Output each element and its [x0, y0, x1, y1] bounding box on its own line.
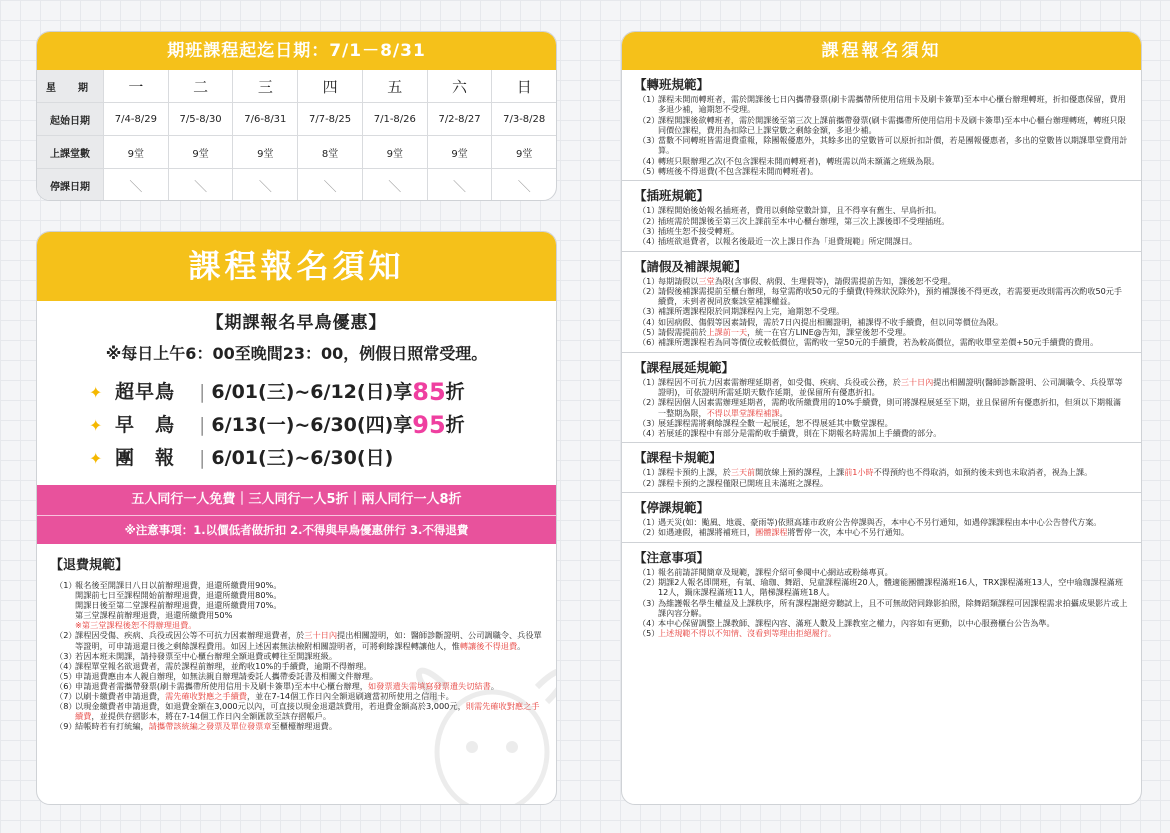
item-number: （1）: [55, 580, 77, 590]
item-number: （5）: [55, 670, 77, 681]
item-number: （1）: [638, 275, 660, 286]
list-item: [55, 651, 546, 661]
schedule-cell: 9堂: [233, 136, 298, 169]
rules-card: [621, 31, 1142, 805]
item-text: 若展延的課程中有部分是需酌收手續費，則在下期報名時需加上手續費的部分。: [658, 428, 942, 439]
promo-label: 早 鳥: [115, 414, 176, 436]
item-text: 課程開始後始報名插班者，費用以剩餘堂數計算，且不得享有舊生、早鳥折扣。: [658, 205, 942, 216]
item-number: （1）: [638, 94, 660, 104]
group-offers: [37, 485, 556, 516]
highlight-text: 前1小時: [844, 467, 874, 478]
list-item: [638, 135, 1129, 156]
item-number: （3）: [638, 135, 660, 146]
item-text: [658, 628, 1129, 638]
list-item: [638, 598, 1129, 619]
list-item: [55, 580, 546, 630]
section-items: [634, 467, 1129, 488]
schedule-cell: 9堂: [427, 136, 492, 169]
promo-dates: 6/01(三)~6/30(日): [211, 447, 394, 469]
notice-title: 課程報名須知: [37, 232, 556, 301]
highlight-text: 上課前一天: [706, 327, 748, 338]
rules-section: [622, 543, 1141, 643]
item-text: 申請退費者需攜帶發票(刷卡需攜帶所使用信用卡及刷卡簽單)至本中心櫃台辦理，如發票遺失需填寫發票遺失切結書。: [75, 680, 499, 691]
promo-label: 團 報: [115, 447, 176, 469]
caution-text: ※注意事項：1.以價低者做折扣 2.不得與早鳥優惠併行 3.不得退費: [124, 523, 469, 537]
item-text: 課程開課後欲轉班者，需於開課後至第三次上課前攜帶發票(刷卡需攜帶所使用信用卡及刷卡簽單)至本中心櫃台辦理轉班，轉班只限同價位課程，費用為扣除已上課堂數之剩餘金額，多退少補。: [658, 114, 1126, 135]
list-item: [638, 577, 1129, 598]
item-number: （9）: [55, 721, 77, 732]
item-line: 開課前七日至課程開始前辦理退費，退還所繳費用80%。: [75, 590, 282, 601]
item-number: （3）: [638, 225, 660, 236]
schedule-cell: 9堂: [168, 136, 233, 169]
item-number: （3）: [55, 650, 77, 661]
schedule-cell: ＼: [104, 169, 169, 202]
item-text: 補課所選課程限於同期課程內上完，逾期恕不受理。: [658, 306, 845, 317]
item-text: 課程因受傷、疾病、兵役或因公等不可抗力因素辦理退費者，於三十日內提出相關證明，如：醫師診斷證明、公司調職令、兵役單等證明，可申請退還日後之剩餘課程費用。如因上述因素無法檢附相關證明者，可將剩餘課程轉讓他人，惟轉讓後不得退費。: [75, 630, 542, 651]
item-text: 課程未開而轉班者，需於開課後七日內攜帶發票(刷卡需攜帶所使用信用卡及刷卡簽單)至本中心櫃台辦理轉班，折扣優惠保留，費用多退少補，逾期恕不受理。: [658, 94, 1126, 115]
schedule-row: [37, 169, 556, 202]
item-text: 如遇連假，補課將補班日，團體課程將暫停一次，本中心不另行通知。: [658, 527, 909, 538]
mascot-illustration: [397, 662, 557, 805]
item-number: （6）: [55, 680, 77, 691]
section-title: 【轉班規範】: [634, 77, 710, 92]
list-item: [638, 226, 1129, 236]
schedule-cell: 二: [168, 70, 233, 103]
star-icon: ✦: [89, 416, 103, 435]
item-text: 插班欲退費者，以報名後最近一次上課日作為「退費規範」所定開課日。: [658, 236, 918, 247]
item-number: （1）: [638, 467, 660, 478]
list-item: [638, 276, 1129, 286]
schedule-cell: 7/6-8/31: [233, 103, 298, 136]
schedule-cell: ＼: [233, 169, 298, 202]
section-items: [634, 276, 1129, 348]
item-number: （3）: [638, 306, 660, 317]
schedule-cell: 7/2-8/27: [427, 103, 492, 136]
group-offer: 五人同行一人免費: [131, 492, 236, 507]
item-number: （3）: [638, 597, 660, 608]
item-number: （8）: [55, 701, 77, 712]
item-text: 當數不同轉班皆需退費重報，除團報優惠外，其餘多出的堂數皆可以原折扣計價，若是團報優惠者，多出的堂數皆以期課單堂費用計算。: [658, 135, 1128, 156]
section-title: 【停課規範】: [634, 500, 710, 516]
section-title: 【請假及補課規範】: [634, 258, 747, 274]
list-item: [638, 166, 1129, 176]
group-offer: 三人同行一人5折: [248, 492, 349, 507]
item-text: 課程因不可抗力因素需辦理延期者，如受傷、疾病、兵役或公務，於三十日內提出相關證明(醫師診斷證明、公司調職令、兵役單等證明)，可依證明所需延期天數作延期，並保留所有優惠折扣。: [658, 376, 1123, 397]
item-text: 每期請假以三堂為限(含事假、病假、生理假等)，請假需提前告知，課後恕不受理。: [658, 275, 956, 286]
schedule-cell: 7/7-8/25: [298, 103, 363, 136]
item-number: （4）: [638, 236, 660, 247]
item-number: （7）: [55, 691, 77, 702]
item-number: （2）: [638, 285, 660, 296]
divider: ｜: [235, 492, 249, 507]
highlight-text: 三天前: [730, 467, 756, 478]
item-number: （5）: [638, 628, 660, 639]
schedule-cell: ＼: [427, 169, 492, 202]
section-items: [634, 567, 1129, 639]
list-item: [638, 205, 1129, 215]
section-items: [634, 517, 1129, 538]
promo-list: [89, 376, 556, 475]
item-number: （3）: [638, 417, 660, 428]
row-label: 起始日期: [37, 103, 104, 136]
highlight-text: 團體課程: [755, 527, 788, 538]
schedule-cell: 7/3-8/28: [492, 103, 556, 136]
highlight-text: 不得以單堂課程補課: [706, 407, 780, 418]
highlight-text: 三堂: [698, 275, 715, 286]
item-line: 第三堂課程前辦理退費，退還所繳費用50%: [75, 610, 233, 621]
star-icon: ✦: [89, 383, 103, 402]
promo-row: [89, 409, 556, 442]
promo-dates: 6/13(一)~6/30(四)享: [211, 414, 413, 436]
section-title: 【課程卡規範】: [634, 450, 722, 466]
item-number: （2）: [638, 397, 660, 408]
list-item: [638, 327, 1129, 337]
schedule-cell: 9堂: [104, 136, 169, 169]
schedule-cell: 五: [362, 70, 427, 103]
divider: |: [199, 381, 206, 403]
schedule-row: [37, 70, 556, 103]
early-bird-title: 【期課報名早鳥優惠】: [206, 313, 387, 333]
item-number: （4）: [55, 660, 77, 671]
schedule-table: [37, 70, 556, 201]
row-label: 上課堂數: [37, 136, 104, 169]
list-item: [638, 467, 1129, 477]
item-text: 遇天災(如：颱風、地震、豪雨等)依照高雄市政府公告停課與否，本中心不另行通知，如遇停課課程由本中心公告替代方案。: [658, 517, 1102, 528]
item-text: 插班生恕不接受轉班。: [658, 225, 739, 236]
list-item: [638, 236, 1129, 246]
item-text: 展延課程需將剩餘課程全數一起展延，恕不得展延其中數堂課程。: [658, 417, 893, 428]
promo-discount: 85: [412, 378, 446, 406]
promo-row: [89, 442, 556, 475]
item-number: （4）: [638, 618, 660, 629]
item-number: （1）: [638, 566, 660, 577]
highlight-text: 三十日內: [304, 630, 338, 641]
divider: |: [199, 414, 206, 436]
section-title: 【注意事項】: [634, 549, 710, 565]
schedule-cell: 9堂: [362, 136, 427, 169]
list-item: [638, 306, 1129, 316]
rules-section: [622, 70, 1141, 181]
list-item: [638, 337, 1129, 347]
group-offer: 兩人同行一人8折: [361, 492, 462, 507]
item-text: 轉班後不得退費(不包含課程未開而轉班者)。: [658, 166, 819, 177]
highlight-text: 上述規範不得以不知情、沒看到等理由拒絕履行。: [658, 628, 837, 639]
highlight-text: 需先確收對應之手續費: [165, 691, 247, 702]
schedule-cell: 7/5-8/30: [168, 103, 233, 136]
list-item: [638, 94, 1129, 115]
schedule-cell: 六: [427, 70, 492, 103]
item-number: （4）: [638, 155, 660, 166]
schedule-cell: 三: [233, 70, 298, 103]
highlight-text: 請攜帶該統編之發票及單位發票章: [148, 721, 272, 732]
rules-section: [622, 493, 1141, 543]
item-number: （6）: [638, 337, 660, 348]
item-text: 本中心保留調整上課教師、課程內容、滿班人數及上課教室之權力，內容如有更動，以中心服務櫃台公告為準。: [658, 618, 1055, 629]
item-text: 插班需於開課後至第三次上課前至本中心櫃台辦理，第三次上課後即不受理插班。: [658, 215, 950, 226]
item-number: （1）: [638, 517, 660, 528]
item-number: （1）: [638, 205, 660, 216]
group-offer-band: [37, 485, 556, 544]
promo-label: 超早鳥: [115, 381, 176, 403]
list-item: [638, 428, 1129, 438]
rules-title: 課程報名須知: [622, 32, 1141, 70]
schedule-card: [36, 31, 557, 201]
schedule-cell: ＼: [298, 169, 363, 202]
item-number: （4）: [638, 316, 660, 327]
schedule-cell: 7/1-8/26: [362, 103, 427, 136]
schedule-cell: 日: [492, 70, 556, 103]
item-number: （2）: [638, 527, 660, 538]
item-number: （2）: [638, 215, 660, 226]
section-items: [634, 94, 1129, 176]
list-item: [638, 377, 1129, 398]
rules-body: [622, 70, 1141, 643]
row-label: 星 期: [37, 70, 104, 103]
refund-title: 【退費規範】: [50, 558, 129, 573]
section-items: [634, 205, 1129, 246]
early-bird-hours: ※每日上午6：00至晚間23：00，例假日照常受理。: [105, 344, 488, 363]
section-title: 【課程展延規範】: [634, 359, 735, 375]
item-number: （2）: [638, 114, 660, 125]
item-text: 如因病假、傷假等因素請假，需於7日內提出相關證明，補課得不收手續費，但以同等價位為限。: [658, 316, 1004, 327]
highlight-text: 則需先確收對應之手續費: [75, 701, 540, 722]
item-text: 補課所選課程若為同等價位或較低價位，需酌收一堂50元的手續費，若為較高價位，需酌收單堂差價+50元手續費的費用。: [658, 337, 1099, 348]
list-item: [55, 630, 546, 650]
list-item: [638, 317, 1129, 327]
promo-discount: 95: [412, 411, 446, 439]
item-text: 若因本班未開課，請持發票至中心櫃台辦理全額退費或轉往至開課班級。: [75, 650, 338, 661]
rules-section: [622, 181, 1141, 251]
schedule-cell: ＼: [168, 169, 233, 202]
item-text: 期課2人報名即開班，有氧、瑜珈、舞蹈、兒童課程滿班20人，體適能團體課程滿班16人，TRX課程滿班13人，空中瑜珈課程滿班12人，鍋床課程滿班11人，階梯課程滿班18人。: [658, 576, 1123, 598]
item-number: （2）: [638, 477, 660, 488]
item-text: [75, 580, 546, 630]
schedule-title: 期班課程起迄日期：7/1－8/31: [37, 32, 556, 70]
list-item: [638, 156, 1129, 166]
list-item: [638, 115, 1129, 136]
item-number: （2）: [55, 630, 77, 641]
highlight-text: 如發票遺失需填寫發票遺失切結書: [367, 680, 491, 691]
row-label: 停課日期: [37, 169, 104, 202]
item-text: 以現金繳費者申請退費，如退費金額在3,000元以內，可直接以現金退還該費用，若退費金額高於3,000元，則需先確收對應之手續費，並提供存摺影本，將在7-14個工作日內全額匯款至該存摺帳戶。: [75, 701, 540, 722]
rules-section: [622, 443, 1141, 493]
item-text: 請假後補課需提前至櫃台辦理，每堂需酌收50元的手續費(特殊狀況除外)，預約補課後不得更改，若需要更改則需再次酌收50元手續費，未到者視同放棄該堂補課權益。: [658, 285, 1122, 307]
item-text: 課程卡預約上課，於三天前開放線上預約課程，上課前1小時不得預約也不得取消，如預約後未到也未取消者，視為上課。: [658, 467, 1093, 478]
schedule-cell: 四: [298, 70, 363, 103]
list-item: [638, 397, 1129, 418]
item-text: 以刷卡繳費者申請退費，需先確收對應之手續費，並在7-14個工作日內全額退刷適當初所使用之信用卡。: [75, 691, 454, 702]
promo-suffix: 折: [445, 381, 465, 403]
list-item: [638, 286, 1129, 307]
list-item: [638, 567, 1129, 577]
item-text: 為維護報名學生權益及上課秩序，所有課程謝絕旁聽試上，且不可無故陪同錄影拍照，除舞蹈類課程可因課程需求拍攝成果影片或上課內容分解。: [658, 597, 1128, 618]
item-number: （2）: [638, 576, 660, 587]
schedule-cell: 7/4-8/29: [104, 103, 169, 136]
schedule-row: [37, 136, 556, 169]
item-line: 開課日後至第二堂課程前辦理退費，退還所繳費用70%。: [75, 600, 282, 611]
section-title: 【插班規範】: [634, 188, 710, 204]
item-text: 轉班只限辦理乙次(不包含課程未開而轉班者)，轉班需以尚未額滿之班級為限。: [658, 155, 940, 166]
promo-suffix: 折: [445, 414, 465, 436]
schedule-cell: 9堂: [492, 136, 556, 169]
list-item: [638, 517, 1129, 527]
star-icon: ✦: [89, 449, 103, 468]
item-text: 課程因個人因素需辦理延期者，需酌收所繳費用的10%手續費，則可將課程展延至下期，並且保留所有優惠折扣，但須以下期報滿一整期為限，不得以單堂課程補課。: [658, 397, 1122, 418]
schedule-row: [37, 103, 556, 136]
list-item: [638, 478, 1129, 488]
item-number: （4）: [638, 428, 660, 439]
divider: ｜: [348, 492, 362, 507]
highlight-text: 轉讓後不得退費: [459, 640, 518, 651]
item-number: （1）: [638, 376, 660, 387]
item-text: 結帳時若有打統編，請攜帶該統編之發票及單位發票章至櫃檯辦理退費。: [75, 721, 338, 732]
item-text: 請假需提前於上課前一天，統一在官方LINE@告知，課堂後恕不受理。: [658, 327, 911, 338]
notice-card: [36, 231, 557, 805]
schedule-cell: ＼: [362, 169, 427, 202]
item-text: 報名前請詳閱簡章及規範，課程介紹可參閱中心網站或粉絲專頁。: [658, 566, 893, 577]
list-item: [638, 216, 1129, 226]
item-text: 課程單堂報名欲退費者，需於課程前辦理，並酌收10%的手續費，逾期不得辦理。: [75, 660, 372, 671]
schedule-cell: 8堂: [298, 136, 363, 169]
list-item: [638, 418, 1129, 428]
item-number: （5）: [638, 166, 660, 177]
item-line: 報名後至開課日八日以前辦理退費，退還所繳費用90%。: [75, 580, 282, 590]
highlight-text: 三十日內: [900, 376, 934, 387]
list-item: [638, 618, 1129, 628]
schedule-cell: 一: [104, 70, 169, 103]
divider: |: [199, 447, 206, 469]
promo-dates: 6/01(三)~6/12(日)享: [211, 381, 413, 403]
highlight-text: ※第三堂課程後恕不得辦理退費。: [75, 620, 197, 631]
section-items: [634, 377, 1129, 439]
item-text: 申請退費應由本人親自辦理，如無法親自辦理請委託人攜帶委託書及相關文件辦理。: [75, 670, 378, 681]
item-text: 課程卡預約之課程僅限已開班且未滿班之課程。: [658, 477, 828, 488]
schedule-cell: ＼: [492, 169, 556, 202]
item-number: （5）: [638, 327, 660, 338]
rules-section: [622, 252, 1141, 353]
list-item: [638, 628, 1129, 638]
promo-row: [89, 376, 556, 409]
list-item: [638, 527, 1129, 537]
rules-section: [622, 353, 1141, 444]
